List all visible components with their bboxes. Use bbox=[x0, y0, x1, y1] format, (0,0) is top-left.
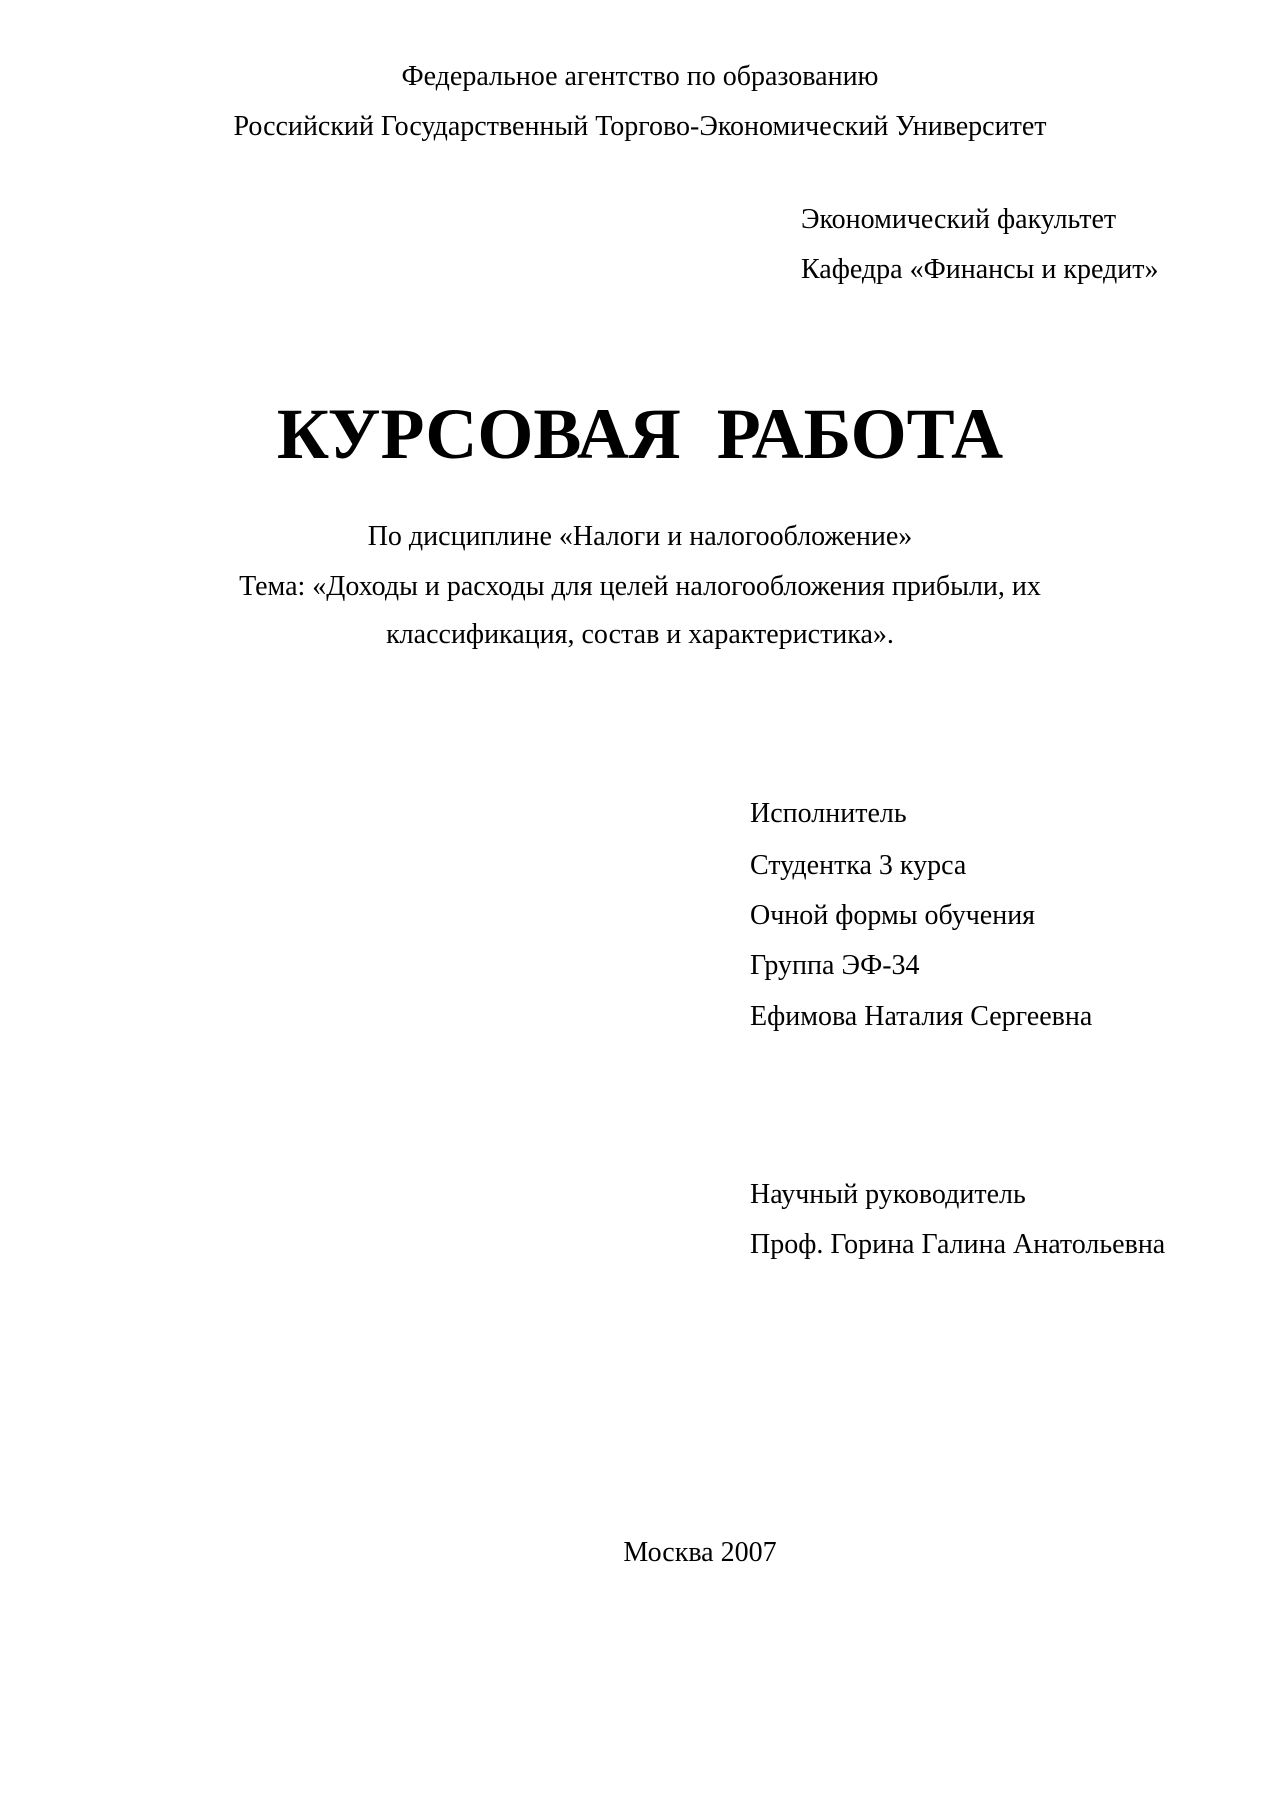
supervisor-label: Научный руководитель bbox=[750, 1179, 1026, 1210]
university-name: Российский Государственный Торгово-Экономический Университет bbox=[233, 111, 1047, 142]
document-title: КУРСОВАЯ РАБОТА bbox=[276, 394, 1004, 474]
performer-course: Студентка 3 курса bbox=[750, 850, 967, 881]
city-year: Москва 2007 bbox=[623, 1537, 777, 1568]
faculty-name: Экономический факультет bbox=[801, 204, 1117, 235]
agency-name: Федеральное агентство по образованию bbox=[401, 61, 879, 92]
theme-line-2: классификация, состав и характеристика». bbox=[386, 619, 894, 650]
performer-label: Исполнитель bbox=[750, 798, 907, 829]
chair-name: Кафедра «Финансы и кредит» bbox=[801, 254, 1159, 285]
theme-line-1: Тема: «Доходы и расходы для целей налогообложения прибыли, их bbox=[239, 571, 1041, 602]
performer-group: Группа ЭФ-34 bbox=[750, 950, 920, 981]
discipline-line: По дисциплине «Налоги и налогообложение» bbox=[367, 521, 913, 552]
performer-form: Очной формы обучения bbox=[750, 900, 1036, 931]
supervisor-name: Проф. Горина Галина Анатольевна bbox=[750, 1229, 1166, 1260]
performer-name: Ефимова Наталия Сергеевна bbox=[750, 1001, 1093, 1032]
